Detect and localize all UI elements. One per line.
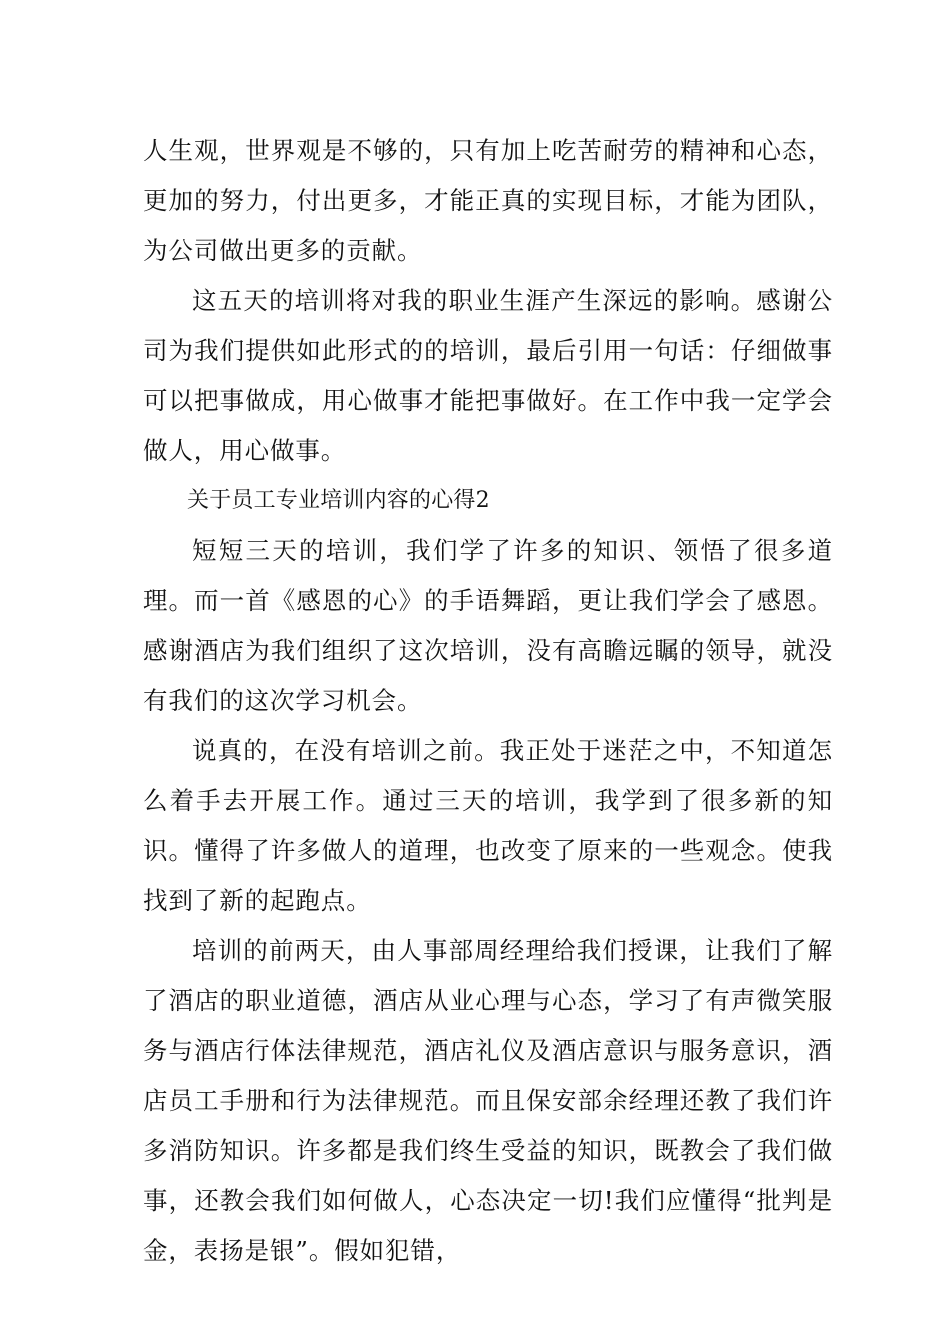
section-heading: 关于员工专业培训内容的心得2 [187, 488, 490, 513]
paragraph-training-impact: 这五天的培训将对我的职业生涯产生深远的影响。感谢公司为我们提供如此形式的的培训，最后引用一句话：仔细做事可以把事做成，用心做事才能把事做好。在工作中我一定学会做人，用心做事。 [143, 286, 833, 465]
document-body [143, 126, 833, 1276]
paragraph-three-day-training: 短短三天的培训，我们学了许多的知识、领悟了很多道理。而一首《感恩的心》的手语舞蹈，更让我们学会了感恩。感谢酒店为我们组织了这次培训，没有高瞻远瞩的领导，就没有我们的这次学习机会。 [143, 536, 833, 715]
paragraph-first-two-days: 培训的前两天，由人事部周经理给我们授课，让我们了解了酒店的职业道德，酒店从业心理与心态，学习了有声微笑服务与酒店行体法律规范，酒店礼仪及酒店意识与服务意识，酒店员工手册和行为法律规范。而且保安部余经理还教了我们许多消防知识。许多都是我们终生受益的知识，既教会了我们做事，还教会我们如何做人，心态决定一切!我们应懂得“批判是金，表扬是银”。假如犯错， [143, 936, 833, 1265]
paragraph-before-training: 说真的，在没有培训之前。我正处于迷茫之中，不知道怎么着手去开展工作。通过三天的培训，我学到了很多新的知识。懂得了许多做人的道理，也改变了原来的一些观念。使我找到了新的起跑点。 [143, 736, 833, 915]
paragraph-continuation: 人生观，世界观是不够的，只有加上吃苦耐劳的精神和心态，更加的努力，付出更多，才能正真的实现目标，才能为团队，为公司做出更多的贡献。 [143, 136, 833, 265]
